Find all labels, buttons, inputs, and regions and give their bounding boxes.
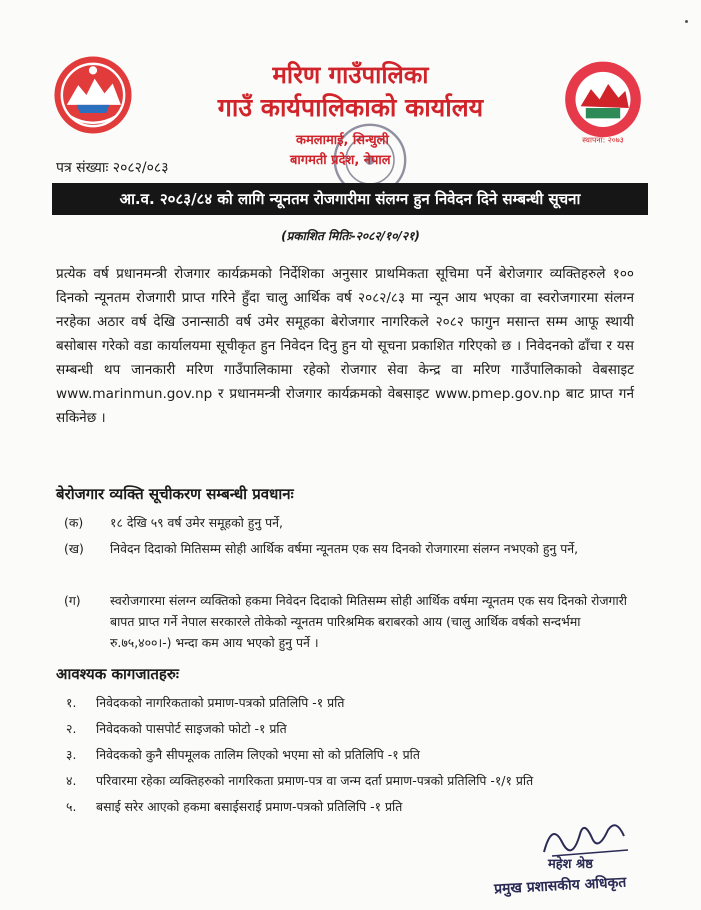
provision-text: स्वरोजगारमा संलग्न व्यक्तिको हकमा निवेदन दिदाको मितिसम्म सोही आर्थिक वर्षमा न्यूनतम एक सय दिनको रोजगारी बापत प्राप्त गर्ने नेपाल सरकारले तोकेको न्यूनतम पारिश्रमिक बराबरको आय (चालु आर्थिक वर्षको सन्दर्भमा रु.७५,४००।-) भन्दा कम आय भएको हुनु पर्ने ।	[110, 593, 628, 650]
provisions-heading: बेरोजगार व्यक्ति सूचीकरण सम्बन्धी प्रवधानः	[56, 485, 294, 503]
document-text: निवेदकको नागरिकताको प्रमाण-पत्रको प्रतिलिपि -१ प्रति	[96, 695, 345, 710]
provision-item	[64, 512, 634, 533]
signatory-name: महेश श्रेष्ठ	[548, 857, 593, 872]
documents-heading: आवश्यक कागजातहरुः	[56, 665, 179, 683]
provision-text: निवेदन दिदाको मितिसम्म सोही आर्थिक वर्षमा न्यूनतम एक सय दिनको रोजगारमा संलग्न नभएको हुनु पर्ने,	[110, 541, 579, 556]
reference-number: पत्र संख्याः २०८२/०८३	[56, 160, 169, 176]
office-name: मरिण गाउँपालिका	[272, 61, 429, 89]
notice-body: प्रत्येक वर्ष प्रधानमन्त्री रोजगार कार्यक्रमको निर्देशिका अनुसार प्राथमिकता सूचिमा पर्ने बेरोजगार व्यक्तिहरुले १०० दिनको न्यूनतम रोजगारी प्राप्त गरिने हुँदा चालु आर्थिक वर्ष २०८२/८३ मा न्यून आय भएका वा स्वरोजगारमा संलग्न नरहेका अठार वर्ष देखि उनान्साठी वर्ष उमेर समूहका बेरोजगार नागरिकले २०८२ फागुन मसान्त सम्म आफू स्थायी बसोबास गरेको वडा कार्यालयमा सूचीकृत हुन निवेदन दिनु हुन यो सूचना प्रकाशित गरिएको छ । निवेदनको ढाँचा र यस सम्बन्धी थप जानकारी मरिण गाउँपालिकामा रहेको रोजगार सेवा केन्द्र वा मरिण गाउँपालिकाको वेबसाइट www.marinmun.gov.np र प्रधानमन्त्री रोजगार कार्यक्रमको वेबसाइट www.pmep.gov.np बाट प्राप्त गर्न सकिनेछ ।	[56, 266, 634, 426]
scan-speck	[685, 20, 688, 23]
provision-label: (क)	[64, 515, 84, 530]
document-text: निवेदकको पासपोर्ट साइजको फोटो -१ प्रति	[96, 721, 287, 736]
address-line-2: बागमती प्रदेश, नेपाल	[290, 153, 391, 168]
document-number: १.	[66, 695, 77, 710]
provision-text: १८ देखि ५९ वर्ष उमेर समूहको हुनु पर्ने,	[110, 515, 283, 530]
office-subtitle: गाउँ कार्यपालिकाको कार्यालय	[217, 93, 484, 122]
emblem-year-text: स्थापना: २०७३	[582, 135, 624, 145]
published-date: (प्रकाशित मितिः-२०८२/१०/२१)	[281, 229, 420, 243]
provision-label: (ख)	[64, 541, 84, 556]
signatory-title: प्रमुख प्रशासकीय अधिकृत	[493, 874, 627, 898]
document-number: २.	[66, 721, 77, 736]
document-text: निवेदकको कुनै सीपमूलक तालिम लिएको भएमा सो को प्रतिलिपि -१ प्रति	[96, 747, 420, 762]
address-line-1: कमलामाई, सिन्धुली	[296, 133, 389, 148]
document-text: परिवारमा रहेका व्यक्तिहरुको नागरिकता प्रमाण-पत्र वा जन्म दर्ता प्रमाण-पत्रको प्रतिलिपि -१/१ प्रति	[96, 773, 534, 788]
notice-title: आ.व. २०८३/८४ को लागि न्यूनतम रोजगारीमा संलग्न हुन निवेदन दिने सम्बन्धी सूचना	[52, 183, 648, 215]
document-number: ४.	[66, 773, 77, 788]
document-number: ५.	[66, 799, 77, 814]
provision-label: (ग)	[64, 593, 81, 608]
document-text: बसाई सरेर आएको हकमा बसाईसराई प्रमाण-पत्रको प्रतिलिपि -१ प्रति	[96, 799, 403, 814]
document-number: ३.	[66, 747, 77, 762]
provision-item	[64, 538, 634, 559]
provision-item	[64, 590, 634, 653]
